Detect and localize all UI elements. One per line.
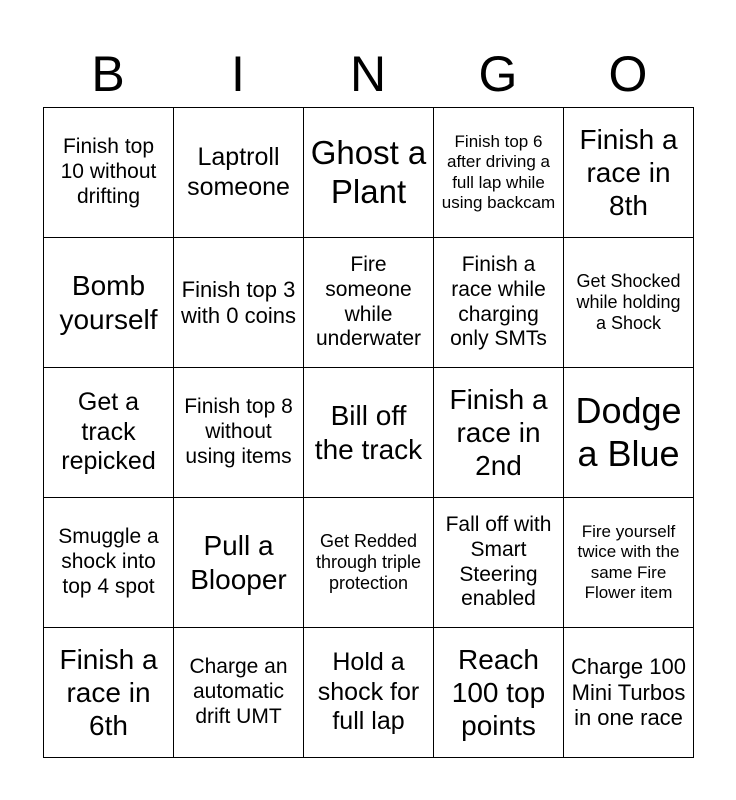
board-row [44,238,694,368]
header-letter-g: G [478,46,518,102]
header-letter-i: I [231,46,245,102]
bingo-cell[interactable]: Get Shocked while holding a Shock [564,238,694,368]
bingo-board [43,107,694,758]
bingo-cell[interactable]: Finish top 6 after driving a full lap while using backcam [434,108,564,238]
bingo-cell[interactable]: Bill off the track [304,368,434,498]
bingo-cell[interactable]: Fire someone while underwater [304,238,434,368]
bingo-cell[interactable]: Smuggle a shock into top 4 spot [44,498,174,628]
bingo-cell[interactable]: Get a track repicked [44,368,174,498]
bingo-cell[interactable]: Laptroll someone [174,108,304,238]
bingo-cell[interactable]: Finish top 10 without drifting [44,108,174,238]
bingo-cell[interactable]: Fall off with Smart Steering enabled [434,498,564,628]
bingo-cell[interactable]: Pull a Blooper [174,498,304,628]
header-letter-n: N [349,46,387,102]
bingo-cell[interactable]: Charge an automatic drift UMT [174,628,304,758]
bingo-cell[interactable]: Finish a race while charging only SMTs [434,238,564,368]
bingo-header [43,40,693,108]
bingo-cell[interactable]: Get Redded through triple protection [304,498,434,628]
board-row [44,108,694,238]
header-letter-b: B [91,46,125,102]
bingo-cell[interactable]: Finish a race in 2nd [434,368,564,498]
bingo-cell[interactable]: Finish a race in 8th [564,108,694,238]
bingo-cell[interactable]: Fire yourself twice with the same Fire Flower item [564,498,694,628]
bingo-cell[interactable]: Dodge a Blue [564,368,694,498]
header-letter-o: O [608,46,648,102]
bingo-cell[interactable]: Bomb yourself [44,238,174,368]
board-row [44,498,694,628]
bingo-cell[interactable]: Finish top 8 without using items [174,368,304,498]
bingo-cell[interactable]: Reach 100 top points [434,628,564,758]
bingo-cell[interactable]: Ghost a Plant [304,108,434,238]
board-row [44,628,694,758]
bingo-cell[interactable]: Hold a shock for full lap [304,628,434,758]
bingo-cell[interactable]: Finish a race in 6th [44,628,174,758]
board-row [44,368,694,498]
bingo-cell[interactable]: Finish top 3 with 0 coins [174,238,304,368]
bingo-cell[interactable]: Charge 100 Mini Turbos in one race [564,628,694,758]
